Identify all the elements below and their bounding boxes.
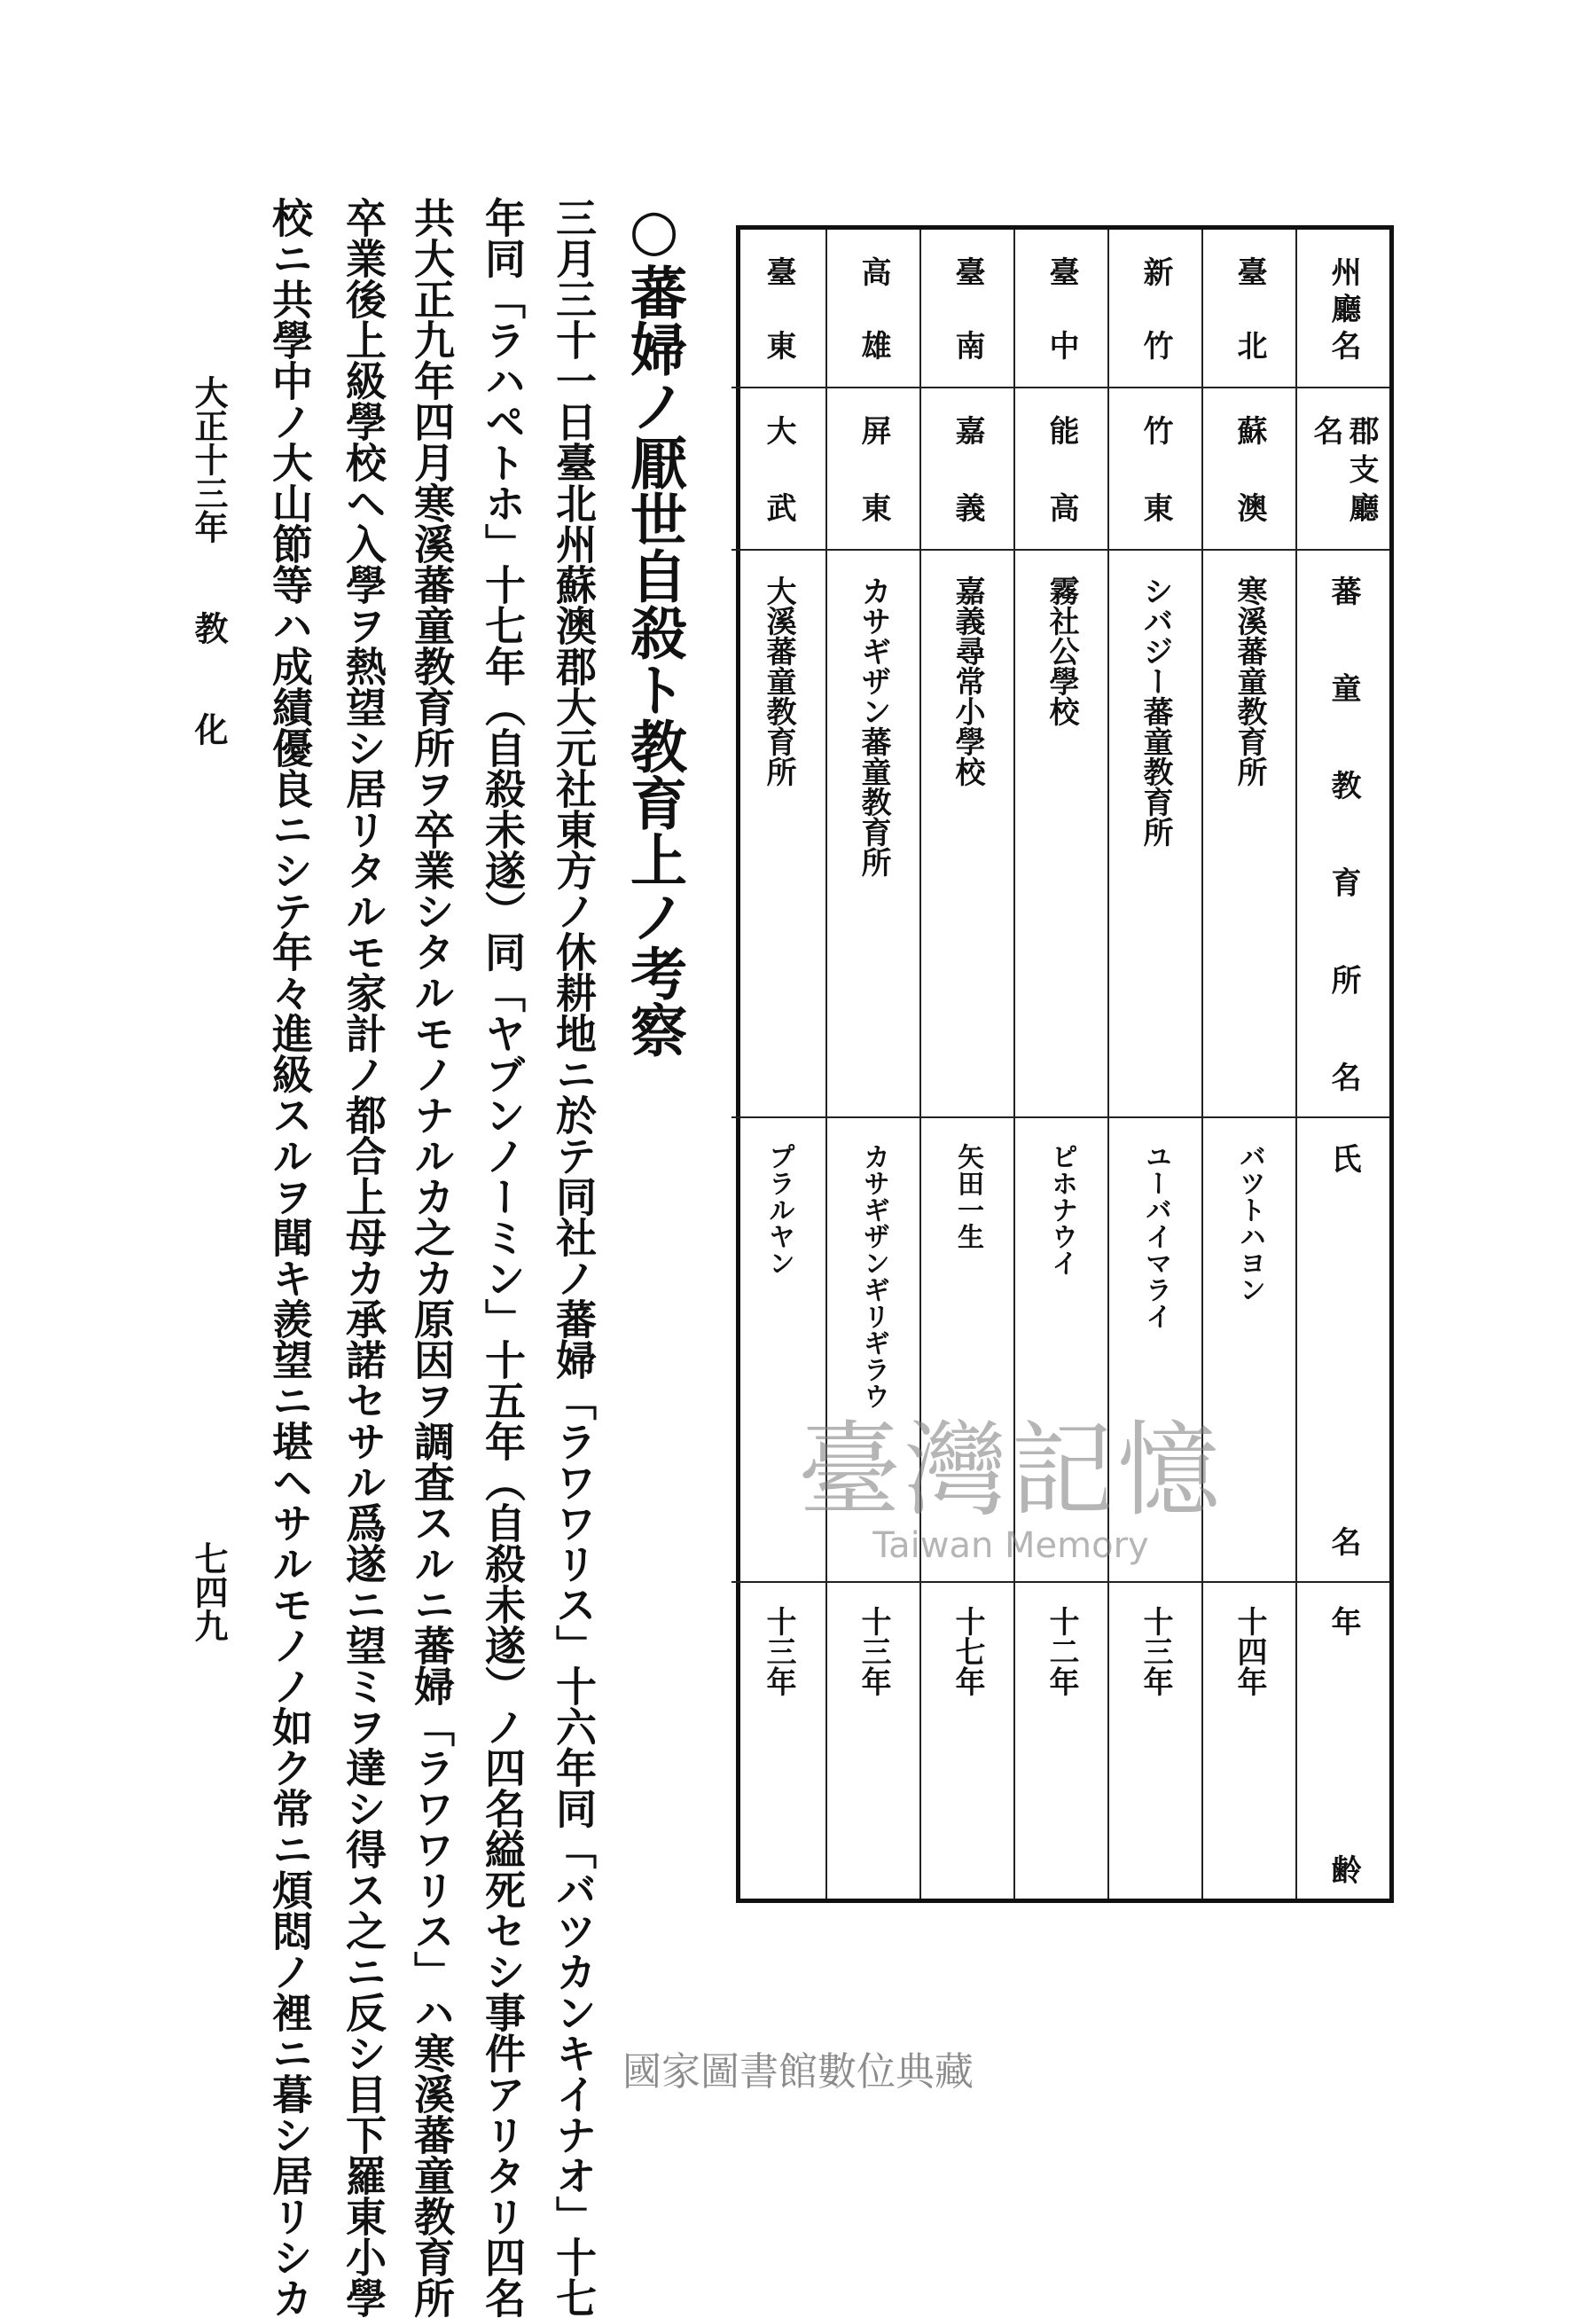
header-district: 郡支廳名 xyxy=(1297,388,1389,551)
header-school: 蕃童教育所名 xyxy=(1297,551,1389,1118)
cell-school: カサギザン蕃童教育所 xyxy=(827,551,919,1118)
cell-name: バツトハヨン xyxy=(1203,1118,1295,1583)
cell-name: ピホナウイ xyxy=(1015,1118,1107,1583)
body-column-4: 卒業後上級學校ヘ入學ヲ熱望シ居リタルモ家計ノ都合上母カ承諾セサル爲遂ニ望ミヲ達シ得ス之ニ反シ目下羅東小學 xyxy=(340,197,387,2318)
cell-name: ユーバイマライ xyxy=(1109,1118,1201,1583)
library-credit: 國家圖書館數位典藏 xyxy=(622,2049,974,2095)
cell-school: シバジー蕃童教育所 xyxy=(1109,551,1201,1118)
cell-age: 十二年 xyxy=(1044,1606,1079,1696)
running-head: 大正十三年 教 化 xyxy=(189,375,229,746)
header-prefecture: 州廳名 xyxy=(1297,230,1389,388)
cell-name: 矢田一生 xyxy=(921,1118,1013,1583)
cell-age: 十四年 xyxy=(1232,1606,1267,1696)
cell-district: 嘉義 xyxy=(921,388,1013,551)
cell-prefecture: 高雄 xyxy=(827,230,919,388)
cell-age: 十三年 xyxy=(1138,1606,1173,1696)
table-row xyxy=(1013,230,1107,1899)
cell-district: 能高 xyxy=(1015,388,1107,551)
cell-age: 十三年 xyxy=(761,1606,796,1696)
cell-prefecture: 臺南 xyxy=(921,230,1013,388)
table-row xyxy=(825,230,919,1899)
cell-school: 霧社公學校 xyxy=(1015,551,1107,1118)
cell-age: 十三年 xyxy=(856,1606,891,1696)
cell-district: 蘇澳 xyxy=(1203,388,1295,551)
cell-name: カサギザンギリギラウ xyxy=(827,1118,919,1583)
table-header-column xyxy=(1295,230,1389,1899)
table-row xyxy=(1107,230,1201,1899)
body-column-3: 共大正九年四月寒溪蕃童教育所ヲ卒業シタルモノナルカ之カ原因ヲ調査スルニ蕃婦「ラワワリス」ハ寒溪蕃童教育所 xyxy=(408,197,456,2318)
article-title: ○蕃婦ノ厭世自殺ト教育上ノ考察 xyxy=(621,197,687,1058)
cell-district: 大武 xyxy=(732,388,825,551)
body-column-1: 三月三十一日臺北州蘇澳郡大元社東方ノ休耕地ニ於テ同社ノ蕃婦「ラワワリス」十六年同「バツカンキイナオ」十七 xyxy=(550,197,598,2318)
cell-prefecture: 臺東 xyxy=(732,230,825,388)
page-number: 七四九 xyxy=(189,1541,229,1642)
table-row xyxy=(919,230,1013,1899)
cell-prefecture: 臺北 xyxy=(1203,230,1295,388)
table-row xyxy=(732,230,825,1899)
cell-prefecture: 新竹 xyxy=(1109,230,1201,388)
body-column-5: 校ニ共學中ノ大山節等ハ成績優良ニシテ年々進級スルヲ聞キ羨望ニ堪ヘサルモノノ如ク常ニ煩悶ノ裡ニ暮シ居リシカ xyxy=(266,197,314,2318)
cell-district: 竹東 xyxy=(1109,388,1201,551)
watermark-english: Taiwan Memory xyxy=(872,1525,1149,1566)
watermark xyxy=(798,1411,1224,1566)
body-column-2: 年同「ラハペトホ」十七年（自殺未遂）同「ヤブンノーミン」十五年（自殺未遂）ノ四名縊死セシ事件アリタリ四名 xyxy=(479,197,527,2318)
cell-name: プラルヤン xyxy=(732,1118,825,1583)
header-name: 氏 名 xyxy=(1297,1118,1389,1583)
cell-school: 嘉義尋常小學校 xyxy=(921,551,1013,1118)
cell-prefecture: 臺中 xyxy=(1015,230,1107,388)
cell-age: 十七年 xyxy=(950,1606,985,1696)
cell-district: 屏東 xyxy=(827,388,919,551)
suicide-cases-table xyxy=(736,225,1394,1903)
table-row xyxy=(1201,230,1295,1899)
watermark-chinese: 臺灣記憶 xyxy=(798,1411,1224,1531)
header-age: 年齢 xyxy=(1326,1606,1361,1884)
cell-school: 寒溪蕃童教育所 xyxy=(1203,551,1295,1118)
cell-school: 大溪蕃童教育所 xyxy=(732,551,825,1118)
